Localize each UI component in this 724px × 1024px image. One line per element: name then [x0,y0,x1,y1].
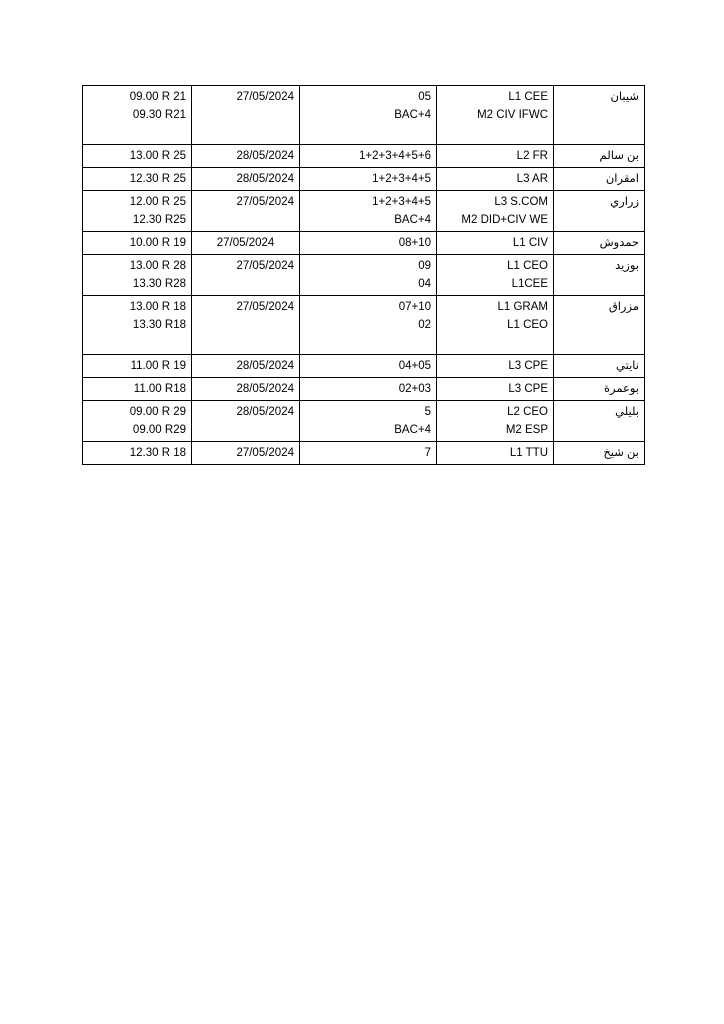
teacher-name: مزراق [608,301,639,313]
date-value: 27/05/2024 [236,301,294,313]
date-value: 28/05/2024 [236,150,294,162]
date-cell [192,378,300,401]
level-cell [437,355,554,378]
group-line: BAC+4 [394,109,431,121]
teacher-name: نايتي [616,360,639,372]
group-line: 09 [418,260,431,272]
level-line: L1 CEE [508,91,548,103]
date-value: 27/05/2024 [236,91,294,103]
level-cell [437,442,554,465]
table-row [83,296,645,355]
table-row [83,168,645,191]
date-cell [192,296,300,355]
level-line: L3 AR [516,173,548,185]
level-line: L2 CEO [507,406,548,418]
group-line: 5 [424,406,431,418]
group-line: BAC+4 [394,214,431,226]
teacher-name: حمدوش [599,237,639,249]
group-line: BAC+4 [394,424,431,436]
teacher-name: امقران [605,173,639,185]
group-line: 02+03 [398,383,431,395]
groups-cell [300,145,437,168]
date-value: 27/05/2024 [236,260,294,272]
level-cell [437,145,554,168]
time-cell [83,401,192,442]
teacher-name-cell [554,232,645,255]
teacher-name-cell [554,401,645,442]
date-value: 28/05/2024 [236,383,294,395]
level-line: L3 S.COM [494,196,548,208]
level-line: M2 DID+CIV WE [461,214,548,226]
group-line: 1+2+3+4+5 [372,196,431,208]
teacher-name-cell [554,191,645,232]
level-line: L1 CEO [507,260,548,272]
level-line: L1CEE [511,278,548,290]
level-line: L1 CEO [507,319,548,331]
time-line: 13.00 R 18 [129,301,186,313]
groups-cell [300,86,437,145]
time-line: 10.00 R 19 [129,237,186,249]
level-cell [437,191,554,232]
teacher-name: بوعمرة [603,383,639,395]
level-line: L1 GRAM [497,301,548,313]
teacher-name-cell [554,442,645,465]
groups-cell [300,255,437,296]
level-cell [437,296,554,355]
level-cell [437,232,554,255]
group-line: 08+10 [398,237,431,249]
table-row [83,145,645,168]
date-cell [192,442,300,465]
group-line: 05 [418,91,431,103]
level-line: M2 CIV IFWC [477,109,548,121]
table-row [83,86,645,145]
group-line: 1+2+3+4+5+6 [359,150,431,162]
date-cell [192,232,300,255]
table-row [83,355,645,378]
level-line: L1 TTU [509,447,548,459]
time-cell [83,86,192,145]
time-line: 12.30 R25 [132,214,186,226]
groups-cell [300,168,437,191]
time-line: 09.00 R29 [132,424,186,436]
exam-schedule-table [82,85,645,465]
date-value: 27/05/2024 [236,447,294,459]
time-line: 09.30 R21 [132,109,186,121]
time-cell [83,191,192,232]
time-line: 09.00 R 29 [129,406,186,418]
teacher-name-cell [554,296,645,355]
table-row [83,442,645,465]
time-cell [83,442,192,465]
groups-cell [300,401,437,442]
table-row [83,191,645,232]
date-value: 28/05/2024 [236,406,294,418]
date-cell [192,145,300,168]
time-cell [83,145,192,168]
level-line: L2 FR [516,150,548,162]
level-line: M2 ESP [505,424,548,436]
level-cell [437,255,554,296]
time-line: 12.00 R 25 [129,196,186,208]
group-line: 7 [424,447,431,459]
time-line: 12.30 R 25 [129,173,186,185]
level-line: L1 CIV [512,237,548,249]
time-cell [83,296,192,355]
group-line: 1+2+3+4+5 [372,173,431,185]
level-line: L3 CPE [508,360,548,372]
time-cell [83,255,192,296]
groups-cell [300,378,437,401]
group-line: 07+10 [398,301,431,313]
teacher-name-cell [554,86,645,145]
date-value: 28/05/2024 [236,360,294,372]
date-cell [192,401,300,442]
groups-cell [300,296,437,355]
group-line: 04+05 [398,360,431,372]
level-cell [437,401,554,442]
teacher-name-cell [554,255,645,296]
groups-cell [300,355,437,378]
time-cell [83,232,192,255]
date-value: 27/05/2024 [216,237,275,249]
time-cell [83,355,192,378]
time-line: 13.30 R18 [132,319,186,331]
teacher-name: زراري [610,196,639,208]
time-cell [83,168,192,191]
teacher-name: بوزيد [615,260,639,272]
table-row [83,378,645,401]
teacher-name: بليلي [615,406,639,418]
teacher-name: شيبان [610,91,639,103]
time-line: 13.30 R28 [132,278,186,290]
time-line: 11.00 R 19 [130,360,186,372]
table-row [83,401,645,442]
date-cell [192,255,300,296]
groups-cell [300,191,437,232]
teacher-name: بن سالم [599,150,639,162]
group-line: 02 [418,319,431,331]
date-cell [192,86,300,145]
date-cell [192,355,300,378]
teacher-name: بن شيخ [603,447,639,459]
teacher-name-cell [554,378,645,401]
date-cell [192,191,300,232]
level-line: L3 CPE [508,383,548,395]
date-cell [192,168,300,191]
table-row [83,255,645,296]
date-value: 28/05/2024 [236,173,294,185]
date-value: 27/05/2024 [236,196,294,208]
groups-cell [300,442,437,465]
time-cell [83,378,192,401]
group-line: 04 [418,278,431,290]
time-line: 13.00 R 28 [129,260,186,272]
teacher-name-cell [554,355,645,378]
teacher-name-cell [554,168,645,191]
level-cell [437,168,554,191]
time-line: 13.00 R 25 [129,150,186,162]
table-row [83,232,645,255]
level-cell [437,86,554,145]
level-cell [437,378,554,401]
teacher-name-cell [554,145,645,168]
time-line: 12.30 R 18 [129,447,186,459]
time-line: 09.00 R 21 [129,91,186,103]
groups-cell [300,232,437,255]
time-line: 11.00 R18 [133,383,186,395]
